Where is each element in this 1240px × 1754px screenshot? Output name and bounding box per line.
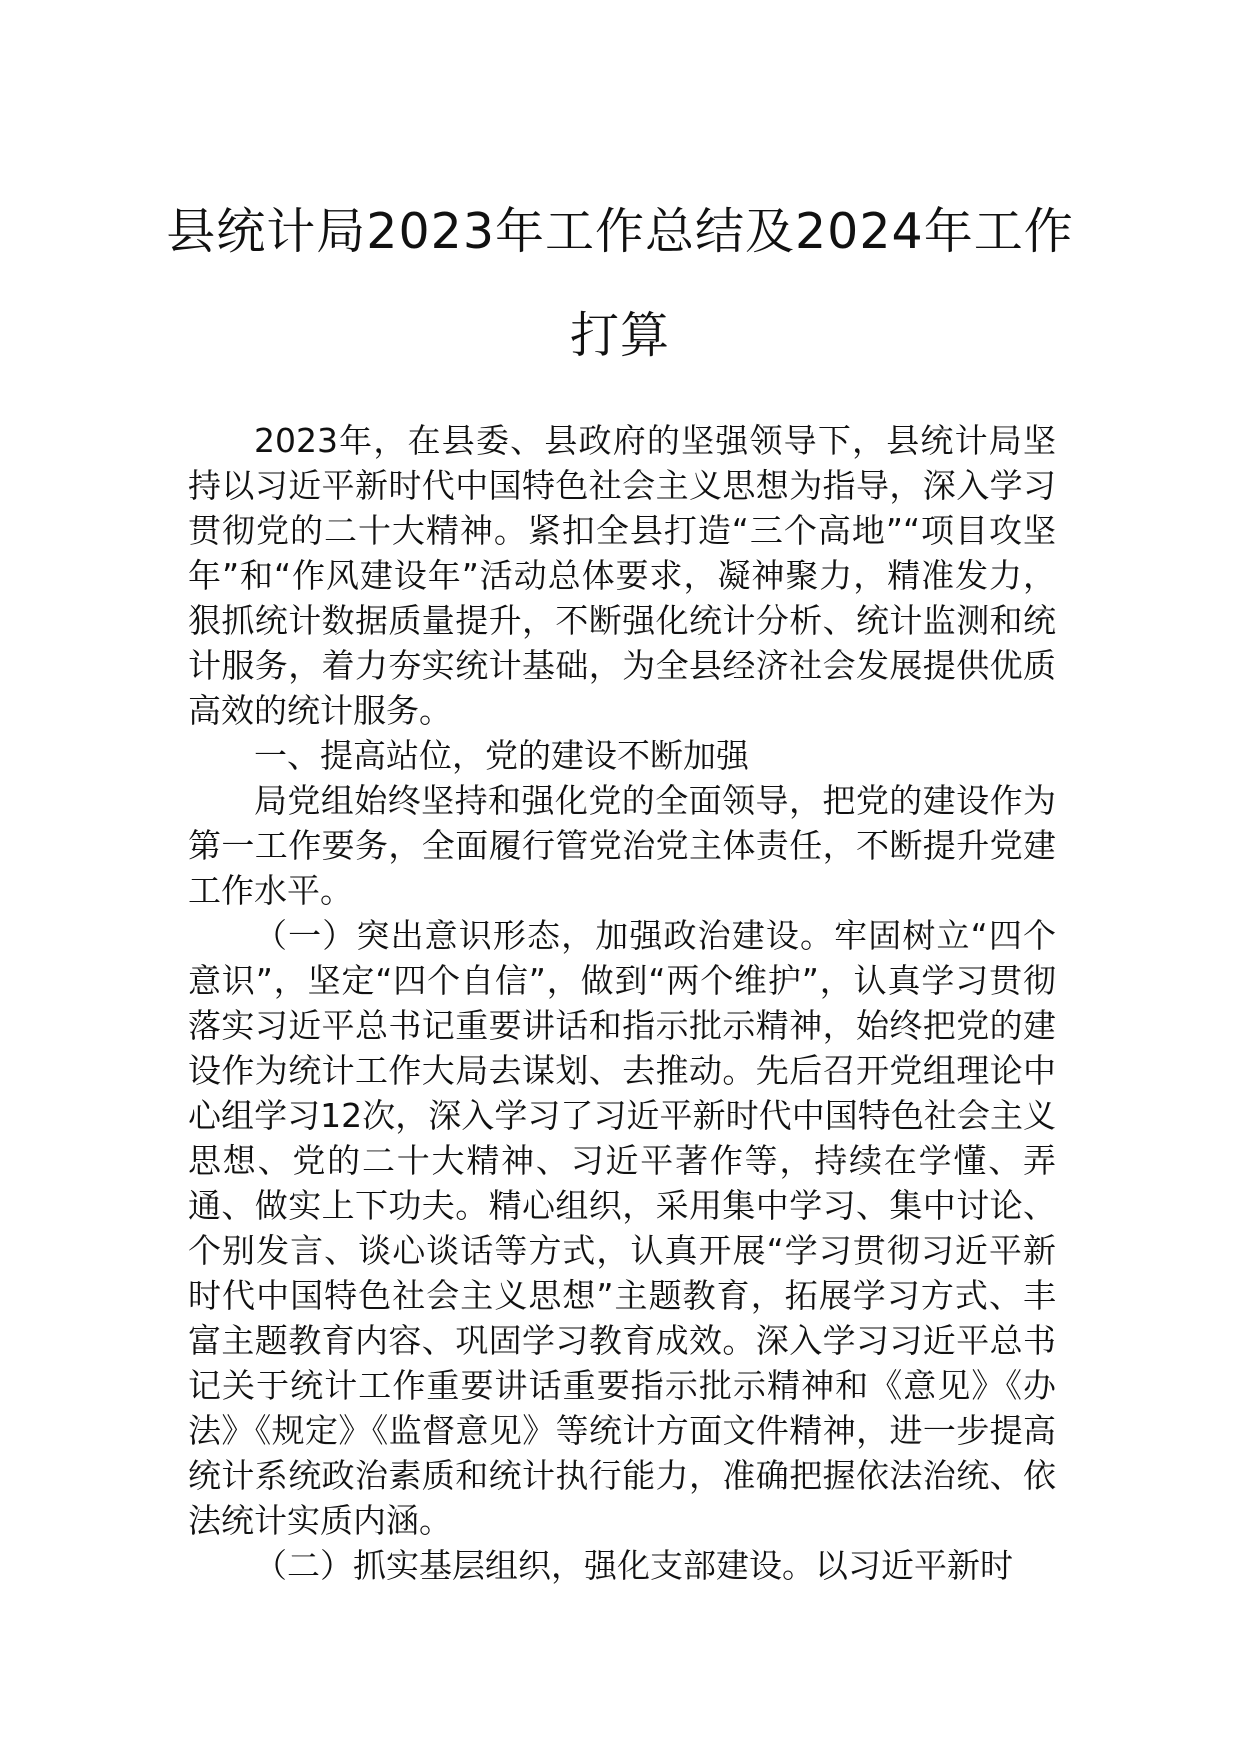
document-body xyxy=(188,418,1056,1588)
section-1-paragraph: 局党组始终坚持和强化党的全面领导，把党的建设作为第一工作要务，全面履行管党治党主体责任，不断提升党建工作水平。 xyxy=(188,781,1056,910)
document-title: 县统计局2023年工作总结及2024年工作打算 xyxy=(166,203,1074,364)
subsection-1-paragraph: （一）突出意识形态，加强政治建设。牢固树立“四个意识”，坚定“四个自信”，做到“两个维护”，认真学习贯彻落实习近平总书记重要讲话和指示批示精神，始终把党的建设作为统计工作大局去谋划、去推动。先后召开党组理论中心组学习12次，深入学习了习近平新时代中国特色社会主义思想、党的二十大精神、习近平著作等，持续在学懂、弄通、做实上下功夫。精心组织，采用集中学习、集中讨论、个别发言、谈心谈话等方式，认真开展“学习贯彻习近平新时代中国特色社会主义思想”主题教育，拓展学习方式、丰富主题教育内容、巩固学习教育成效。深入学习习近平总书记关于统计工作重要讲话重要指示批示精神和《意见》《办法》《规定》《监督意见》等统计方面文件精神，进一步提高统计系统政治素质和统计执行能力，准确把握依法治统、依法统计实质内涵。 xyxy=(188,916,1056,1540)
intro-paragraph: 2023年，在县委、县政府的坚强领导下，县统计局坚持以习近平新时代中国特色社会主义思想为指导，深入学习贯彻党的二十大精神。紧扣全县打造“三个高地”“项目攻坚年”和“作风建设年”活动总体要求，凝神聚力，精准发力，狠抓统计数据质量提升，不断强化统计分析、统计监测和统计服务，着力夯实统计基础，为全县经济社会发展提供优质高效的统计服务。 xyxy=(188,421,1056,730)
section-heading-1: 一、提高站位，党的建设不断加强 xyxy=(254,736,749,775)
subsection-2-paragraph: （二）抓实基层组织，强化支部建设。以习近平新时 xyxy=(254,1546,1013,1585)
